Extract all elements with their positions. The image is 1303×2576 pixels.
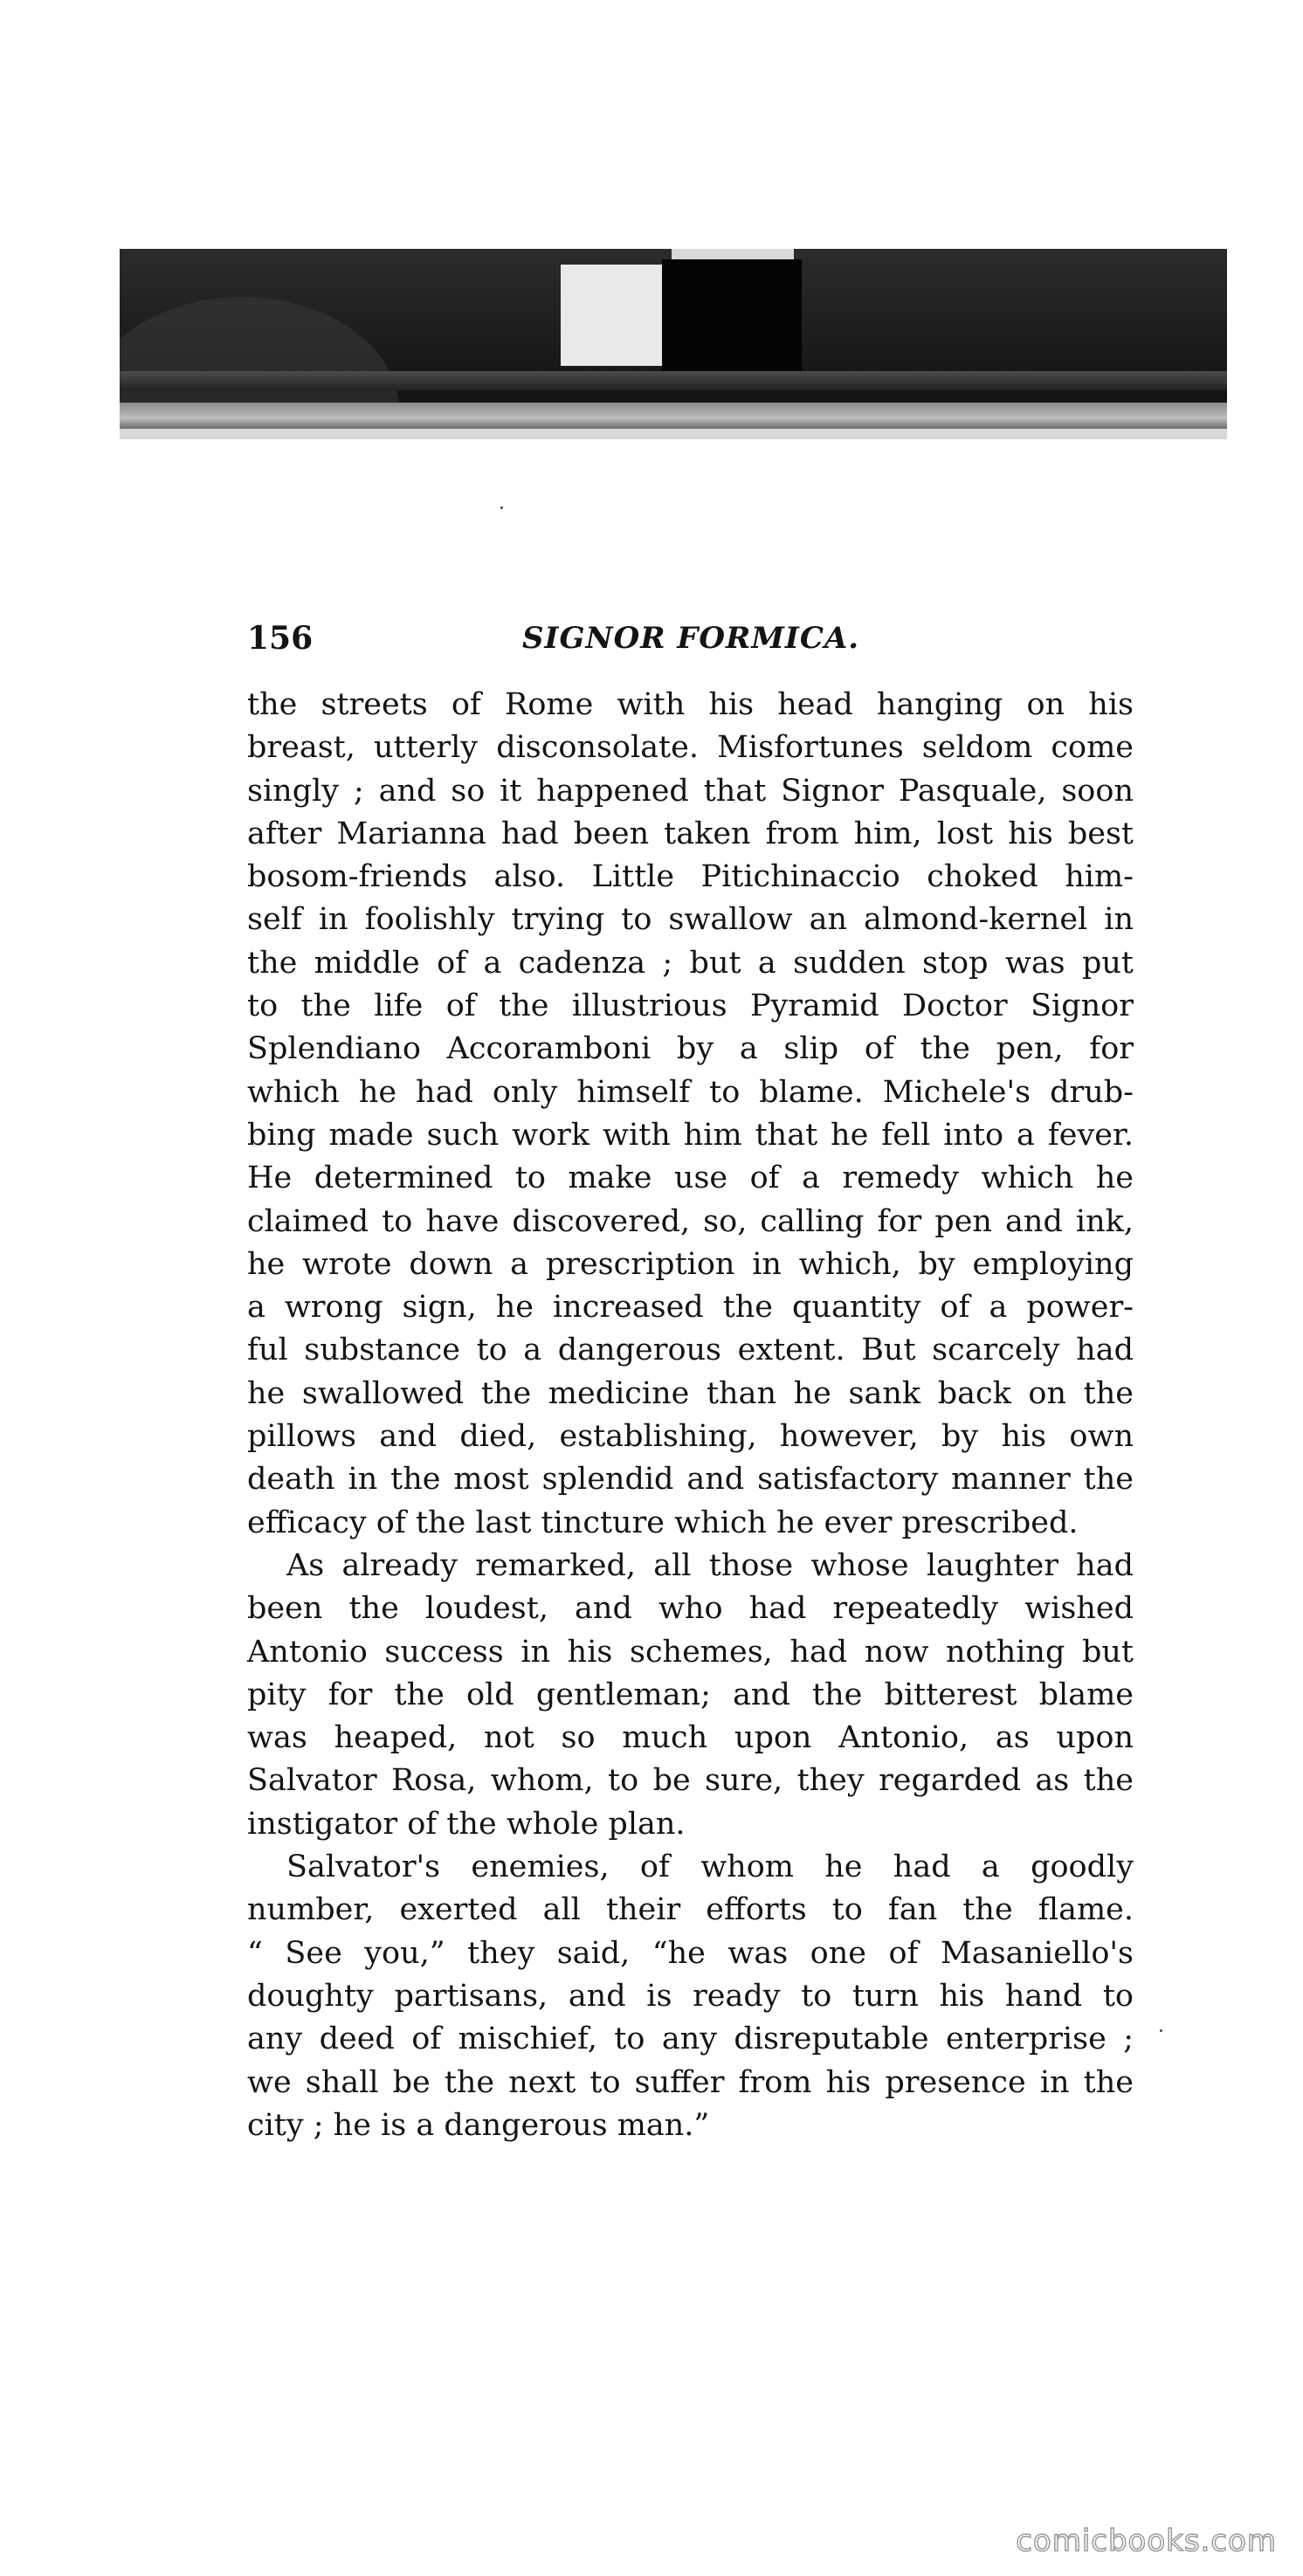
- text-line: Splendiano Accoramboni by a slip of the pen, for: [247, 1031, 1134, 1067]
- text-line: bing made such work with him that he fell into a fever.: [247, 1117, 1134, 1153]
- text-line: number, exerted all their efforts to fan the flame.: [247, 1892, 1134, 1928]
- text-line: As already remarked, all those whose laughter had: [286, 1547, 1134, 1583]
- text-line: he wrote down a prescription in which, by employing: [247, 1246, 1134, 1282]
- scan-band-dark: [120, 371, 1227, 390]
- text-line: He determined to make use of a remedy which he: [247, 1161, 1134, 1196]
- text-line: Salvator's enemies, of whom he had a goodly: [286, 1849, 1134, 1885]
- paragraph: [247, 1545, 1134, 1846]
- running-title: SIGNOR FORMICA.: [522, 621, 860, 656]
- watermark: comicbooks.com: [1016, 2524, 1277, 2559]
- text-line: city ; he is a dangerous man.”: [247, 2107, 710, 2143]
- text-line: which he had only himself to blame. Michele's drub-: [247, 1074, 1134, 1110]
- text-line: Antonio success in his schemes, had now nothing but: [247, 1634, 1134, 1670]
- text-line: efficacy of the last tincture which he ever prescribed.: [247, 1505, 1079, 1540]
- text-line: he swallowed the medicine than he sank back on the: [247, 1375, 1134, 1411]
- body-text: [247, 684, 1134, 2147]
- text-line: we shall be the next to suffer from his presence in the: [247, 2064, 1134, 2100]
- paragraph: [247, 684, 1134, 1545]
- text-line: “ See you,” they said, “he was one of Masaniello's: [247, 1935, 1134, 1971]
- text-line: breast, utterly disconsolate. Misfortunes seldom come: [247, 730, 1134, 766]
- scan-band-grey: [120, 403, 1227, 429]
- page-header: [247, 616, 1134, 660]
- text-line: after Marianna had been taken from him, lost his best: [247, 816, 1134, 851]
- text-line: a wrong sign, he increased the quantity of a power-: [247, 1290, 1134, 1326]
- text-line: been the loudest, and who had repeatedly wished: [247, 1591, 1134, 1627]
- scan-band-light: [120, 429, 1227, 439]
- scan-dark-square: [662, 259, 802, 373]
- text-line: was heaped, not so much upon Antonio, as upon: [247, 1720, 1134, 1756]
- text-line: self in foolishly trying to swallow an almond-kernel in: [247, 902, 1134, 938]
- paper-speck: [500, 506, 503, 509]
- scanned-image-strip: [120, 249, 1227, 439]
- text-line: death in the most splendid and satisfactory manner the: [247, 1462, 1134, 1498]
- text-line: to the life of the illustrious Pyramid Doctor Signor: [247, 988, 1134, 1024]
- text-line: Salvator Rosa, whom, to be sure, they regarded as the: [247, 1763, 1134, 1799]
- scan-white-block: [561, 265, 662, 366]
- text-line: instigator of the whole plan.: [247, 1806, 686, 1842]
- text-line: the streets of Rome with his head hanging on his: [247, 687, 1134, 722]
- text-line: pillows and died, establishing, however, by his own: [247, 1419, 1134, 1455]
- text-line: ful substance to a dangerous extent. But scarcely had: [247, 1333, 1134, 1368]
- text-line: the middle of a cadenza ; but a sudden stop was put: [247, 945, 1134, 981]
- text-line: bosom-friends also. Little Pitichinaccio choked him-: [247, 859, 1134, 895]
- text-line: doughty partisans, and is ready to turn his hand to: [247, 1978, 1134, 2014]
- paragraph: [247, 1846, 1134, 2147]
- text-line: pity for the old gentleman; and the bitterest blame: [247, 1677, 1134, 1712]
- text-line: any deed of mischief, to any disreputable enterprise ;: [247, 2022, 1134, 2057]
- text-line: claimed to have discovered, so, calling for pen and ink,: [247, 1203, 1134, 1239]
- page-number: 156: [247, 620, 314, 657]
- paper-speck: [1160, 2029, 1162, 2032]
- scan-white-top: [672, 249, 794, 259]
- text-line: singly ; and so it happened that Signor Pasquale, soon: [247, 773, 1134, 809]
